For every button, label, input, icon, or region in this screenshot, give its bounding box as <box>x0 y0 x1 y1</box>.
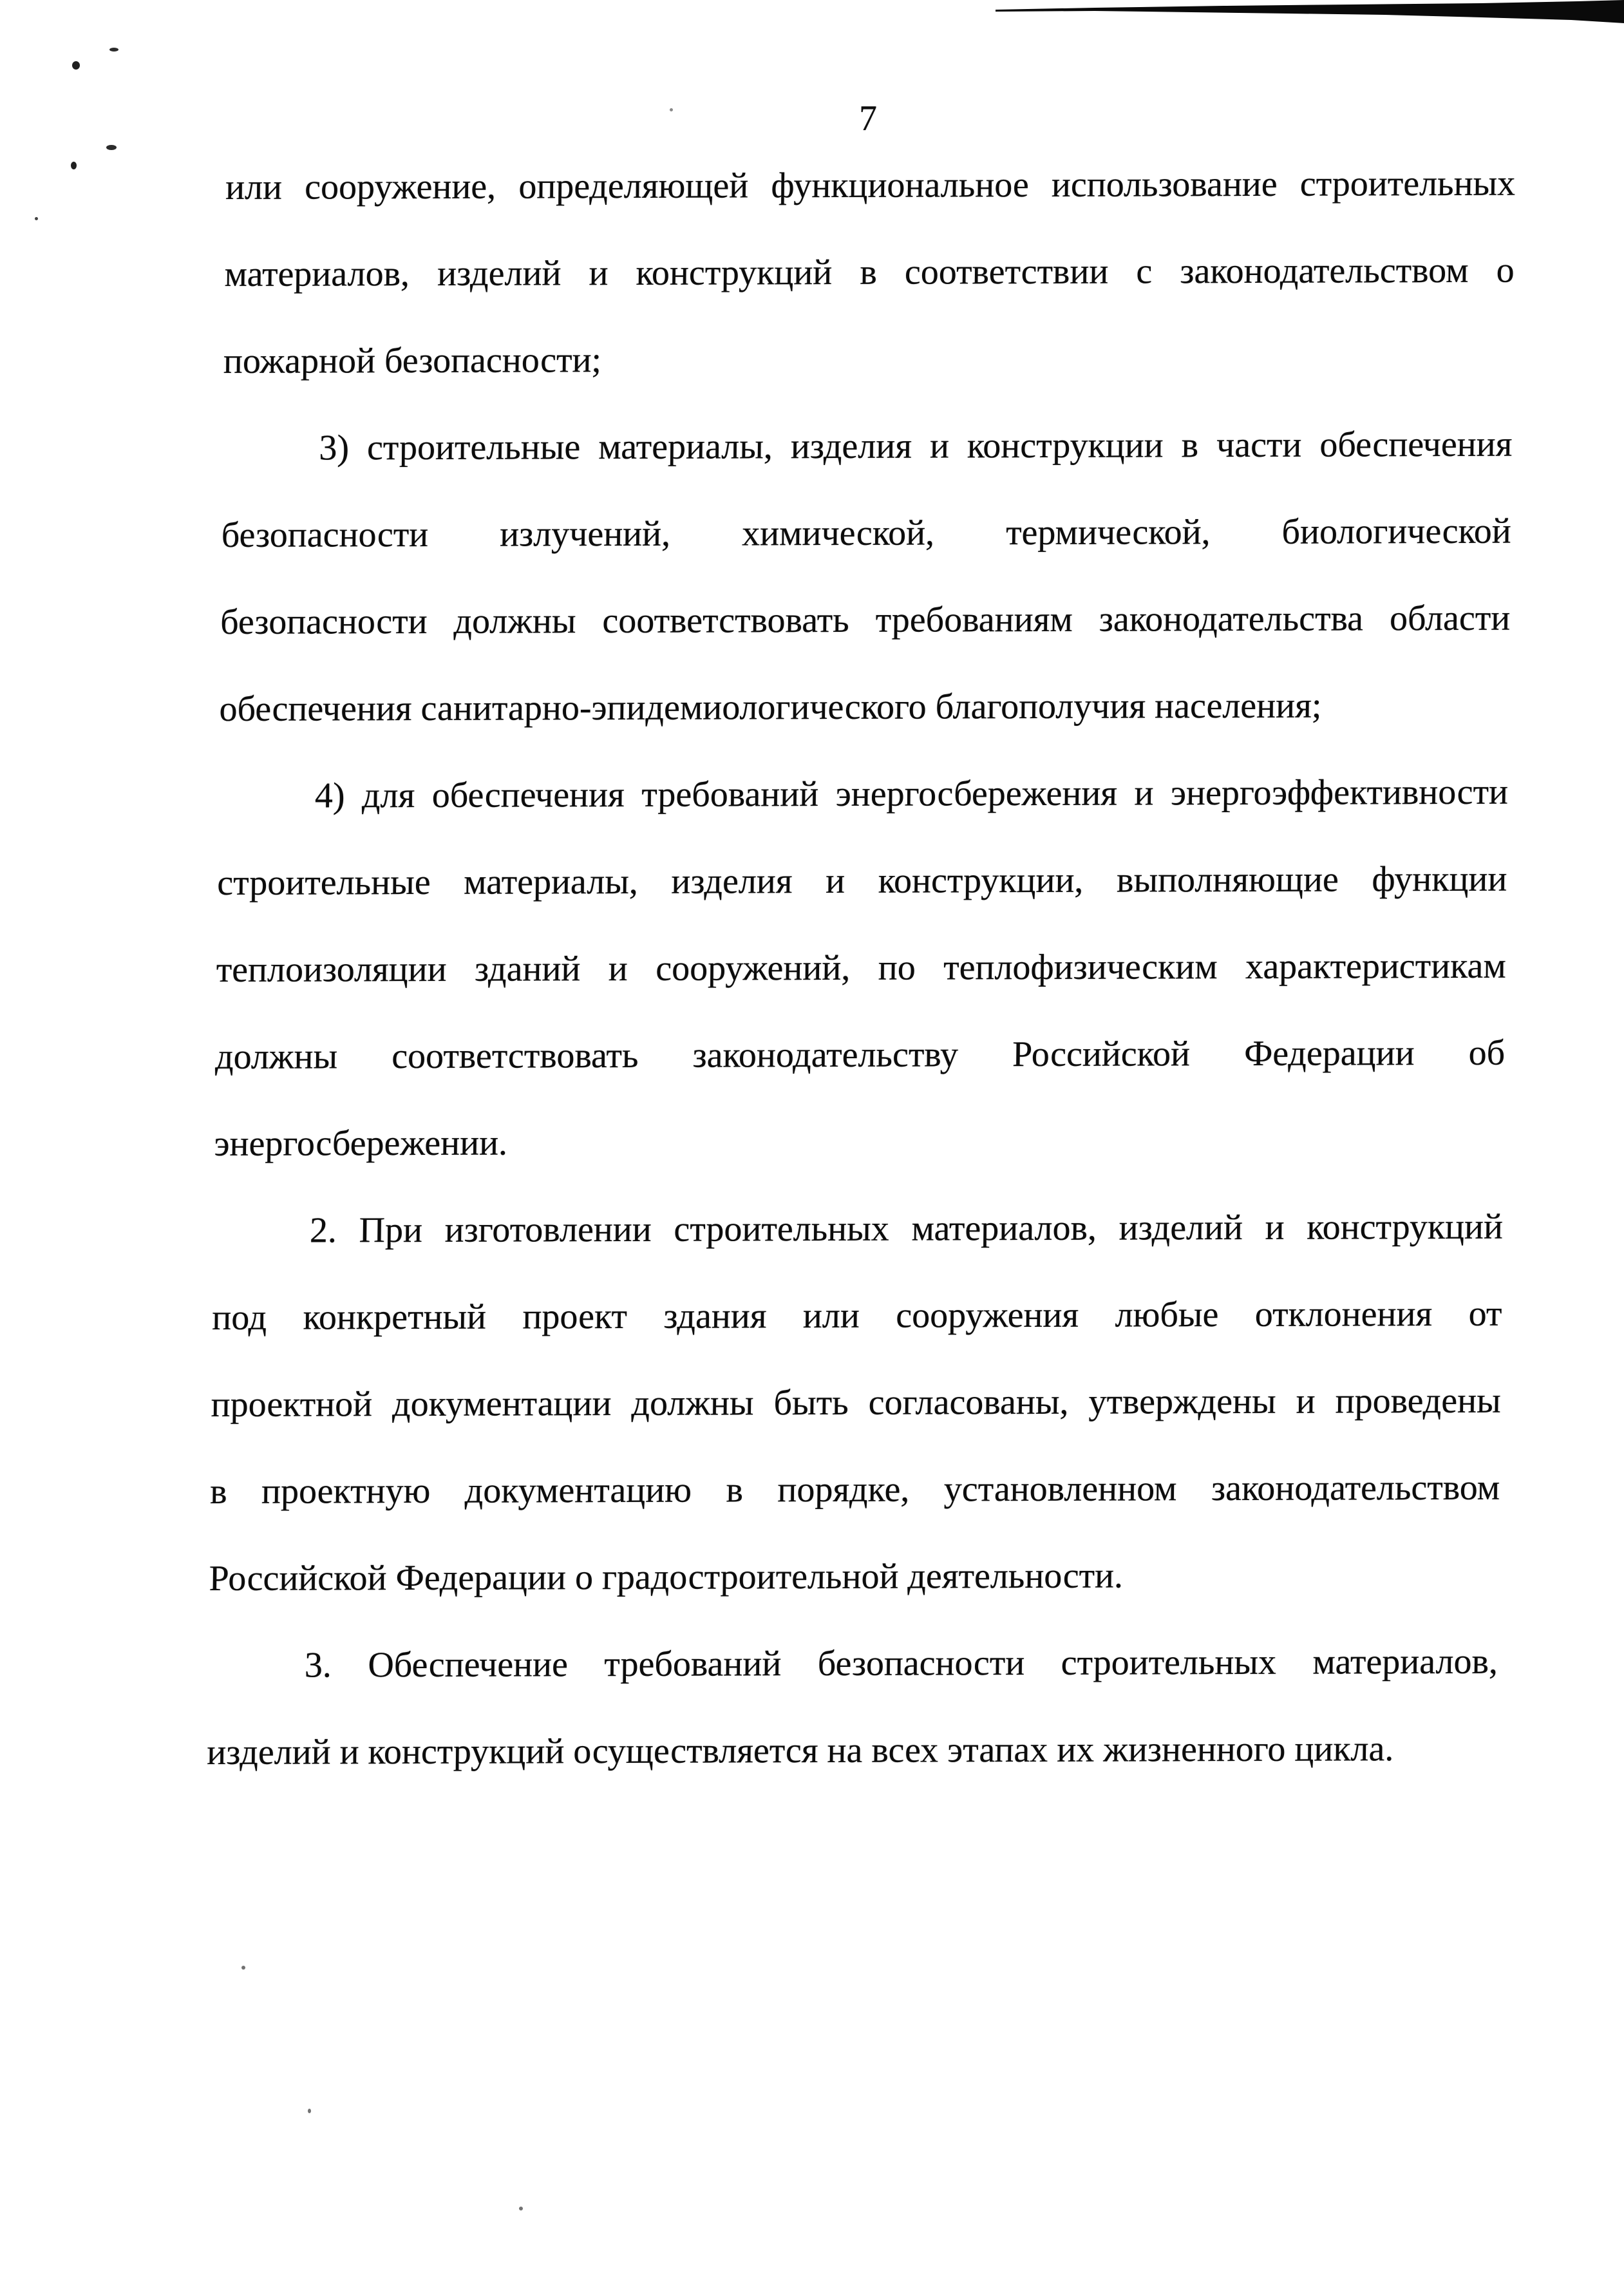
ink-speck <box>72 61 80 70</box>
ink-speck <box>670 108 673 111</box>
text-line: изделий и конструкций осуществляется на всех этапах их жизненного цикла. <box>206 1729 1394 1772</box>
text-line: проектной документации должны быть согласованы, утверждены и проведены <box>211 1380 1502 1425</box>
paragraph <box>223 140 1516 405</box>
ink-speck <box>241 1966 245 1970</box>
text-line: безопасности должны соответствовать требованиям законодательства области <box>220 598 1511 642</box>
text-line: материалов, изделий и конструкций в соответствии с законодательством о <box>224 250 1515 294</box>
scan-artifact-wedge <box>996 0 1624 23</box>
text-line: 3) строительные материалы, изделия и конструкции в части обеспечения <box>319 424 1513 468</box>
text-line: в проектную документацию в порядке, установленном законодательством <box>209 1467 1500 1512</box>
text-line: или сооружение, определяющей функциональное использование строительных <box>225 163 1516 207</box>
ink-speck <box>35 217 38 220</box>
text-line: пожарной безопасности; <box>223 340 602 381</box>
scanner-edge-artifact <box>0 0 1624 39</box>
paragraph <box>209 1184 1504 1622</box>
text-line: 2. При изготовлении строительных материалов, изделий и конструкций <box>309 1206 1504 1251</box>
paragraph <box>214 749 1509 1188</box>
ink-speck <box>519 2207 523 2210</box>
text-line: обеспечения санитарно-эпидемиологического благополучия населения; <box>219 685 1322 729</box>
ink-speck <box>71 162 77 169</box>
text-line: строительные материалы, изделия и конструкции, выполняющие функции <box>217 859 1507 903</box>
text-line: энергосбережении. <box>214 1123 508 1164</box>
text-line: должны соответствовать законодательству Российской Федерации об <box>214 1032 1506 1077</box>
text-line: 4) для обеспечения требований энергосбережения и энергоэффективности <box>314 772 1509 816</box>
text-line: 3. Обеспечение требований безопасности строительных материалов, <box>304 1641 1498 1686</box>
text-line: теплоизоляции зданий и сооружений, по теплофизическим характеристикам <box>216 945 1507 990</box>
ink-speck <box>106 145 117 150</box>
paragraph <box>207 1619 1498 1796</box>
document-body-text <box>207 140 1516 1796</box>
text-line: безопасности излучений, химической, термической, биологической <box>221 511 1512 555</box>
page-number: 7 <box>859 99 877 138</box>
ink-speck <box>308 2109 311 2113</box>
ink-speck <box>109 48 118 52</box>
text-line: Российской Федерации о градостроительной деятельности. <box>209 1555 1124 1599</box>
text-line: под конкретный проект здания или сооружения любые отклонения от <box>212 1293 1502 1338</box>
paragraph <box>219 401 1513 753</box>
